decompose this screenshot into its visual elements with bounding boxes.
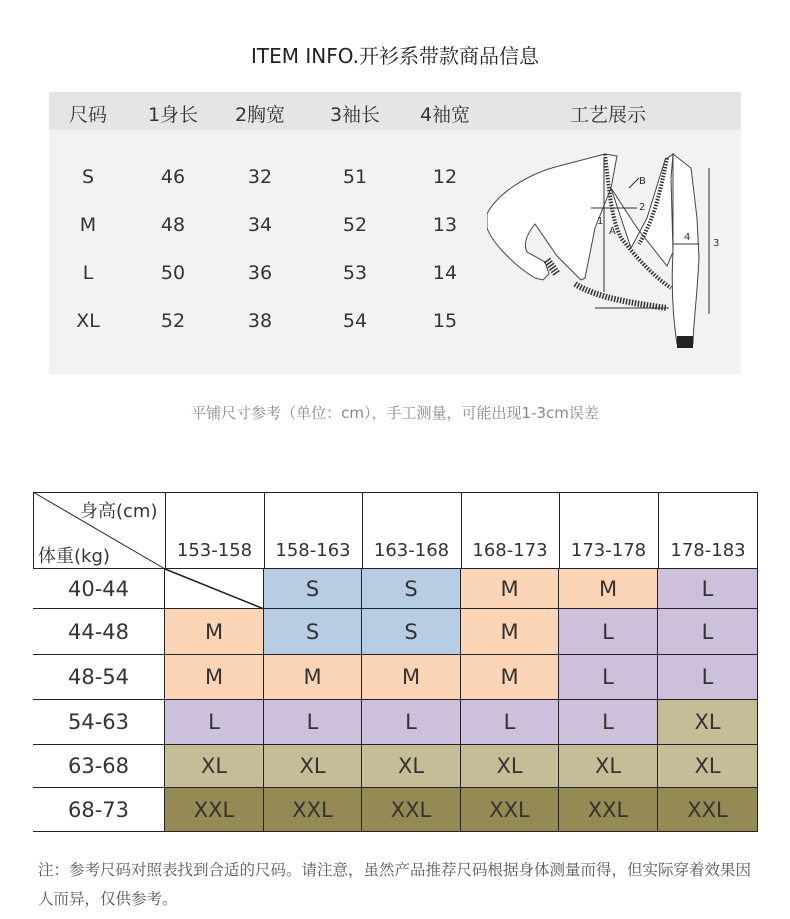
height-column-header: 163-168 (373, 540, 450, 561)
recommended-size-cell: S (264, 609, 362, 655)
diagram-label-b: B (639, 176, 646, 187)
recommended-size-cell: XXL (362, 788, 461, 832)
recommended-size-cell: XL (658, 745, 758, 788)
size-value: 34 (247, 214, 273, 236)
header-sleeve-length: 3袖长 (329, 104, 381, 126)
recommended-size-cell: M (461, 569, 559, 609)
header-divider (165, 492, 166, 569)
size-value: 53 (342, 262, 368, 284)
header-size: 尺码 (68, 104, 108, 126)
recommended-size-cell: XXL (658, 788, 758, 832)
page-title: ITEM INFO.开衫系带款商品信息 (250, 44, 540, 68)
size-value: 36 (247, 262, 273, 284)
header-divider (658, 492, 659, 569)
recommended-size-cell: M (165, 655, 264, 700)
recommended-size-cell: S (362, 569, 461, 609)
header-chest: 2胸宽 (234, 104, 286, 126)
height-column-header: 173-178 (570, 540, 647, 561)
recommended-size-cell: XL (362, 745, 461, 788)
recommended-size-cell: L (461, 700, 559, 745)
size-fit-table (33, 492, 758, 832)
diagram-label-2: 2 (639, 202, 646, 213)
weight-row-label: 40-44 (33, 569, 165, 609)
weight-row-label: 63-68 (33, 745, 165, 788)
recommended-size-cell: XL (264, 745, 362, 788)
header-divider (362, 492, 363, 569)
height-column-header: 168-173 (472, 540, 548, 561)
size-label: L (82, 262, 94, 284)
size-value: 52 (160, 310, 186, 332)
header-divider (559, 492, 560, 569)
size-label: M (79, 214, 97, 236)
size-value: 51 (342, 166, 368, 188)
recommended-size-cell (165, 569, 264, 609)
recommended-size-cell: L (165, 700, 264, 745)
height-column-header: 178-183 (670, 540, 746, 561)
size-chart-header (49, 92, 741, 130)
footer-note: 注：参考尺码对照表找到合适的尺码。请注意，虽然产品推荐尺码根据身体测量而得，但实际穿着效果因人而异，仅供参考。 (38, 861, 752, 908)
weight-row-label: 44-48 (33, 609, 165, 655)
size-value: 38 (247, 310, 273, 332)
header-length: 1身长 (147, 104, 199, 126)
size-value: 52 (342, 214, 368, 236)
size-chart-panel (49, 92, 741, 374)
diagram-label-1: 1 (597, 216, 604, 227)
recommended-size-cell: L (559, 655, 658, 700)
recommended-size-cell: XL (658, 700, 758, 745)
size-value: 15 (432, 310, 458, 332)
recommended-size-cell: M (559, 569, 658, 609)
recommended-size-cell: L (658, 569, 758, 609)
weight-row-label: 54-63 (33, 700, 165, 745)
height-column-header: 153-158 (176, 540, 253, 561)
recommended-size-cell: L (658, 655, 758, 700)
size-value: 32 (247, 166, 273, 188)
recommended-size-cell: M (461, 655, 559, 700)
diagram-label-a: A (609, 226, 616, 237)
size-value: 48 (160, 214, 186, 236)
recommended-size-cell: L (264, 700, 362, 745)
recommended-size-cell: M (165, 609, 264, 655)
diagram-label-4: 4 (684, 232, 691, 243)
recommended-size-cell: XXL (461, 788, 559, 832)
recommended-size-cell: M (362, 655, 461, 700)
recommended-size-cell: XL (559, 745, 658, 788)
size-value: 50 (160, 262, 186, 284)
recommended-size-cell: XL (461, 745, 559, 788)
size-value: 14 (432, 262, 458, 284)
recommended-size-cell: S (362, 609, 461, 655)
height-column-header: 158-163 (275, 540, 351, 561)
recommended-size-cell: XL (165, 745, 264, 788)
size-value: 12 (432, 166, 458, 188)
corner-height-label: 身高(cm) (80, 501, 158, 522)
size-value: 46 (160, 166, 186, 188)
recommended-size-cell: XXL (165, 788, 264, 832)
recommended-size-cell: L (559, 700, 658, 745)
recommended-size-cell: M (461, 609, 559, 655)
size-label: XL (76, 310, 100, 332)
size-value: 54 (342, 310, 368, 332)
recommended-size-cell: XXL (264, 788, 362, 832)
recommended-size-cell: L (559, 609, 658, 655)
size-value: 13 (432, 214, 458, 236)
diagram-label-3: 3 (713, 238, 720, 249)
recommended-size-cell: M (264, 655, 362, 700)
header-divider (461, 492, 462, 569)
header-craft: 工艺展示 (569, 104, 647, 126)
size-label: S (81, 166, 95, 188)
measurement-note: 平铺尺寸参考（单位：cm），手工测量，可能出现1-3cm误差 (191, 404, 599, 422)
weight-row-label: 68-73 (33, 788, 165, 832)
corner-weight-label: 体重(kg) (38, 546, 110, 567)
weight-row-label: 48-54 (33, 655, 165, 700)
recommended-size-cell: XXL (559, 788, 658, 832)
garment-diagram (487, 148, 727, 360)
header-divider (264, 492, 265, 569)
recommended-size-cell: L (658, 609, 758, 655)
header-sleeve-width: 4袖宽 (419, 104, 471, 126)
recommended-size-cell: L (362, 700, 461, 745)
recommended-size-cell: S (264, 569, 362, 609)
